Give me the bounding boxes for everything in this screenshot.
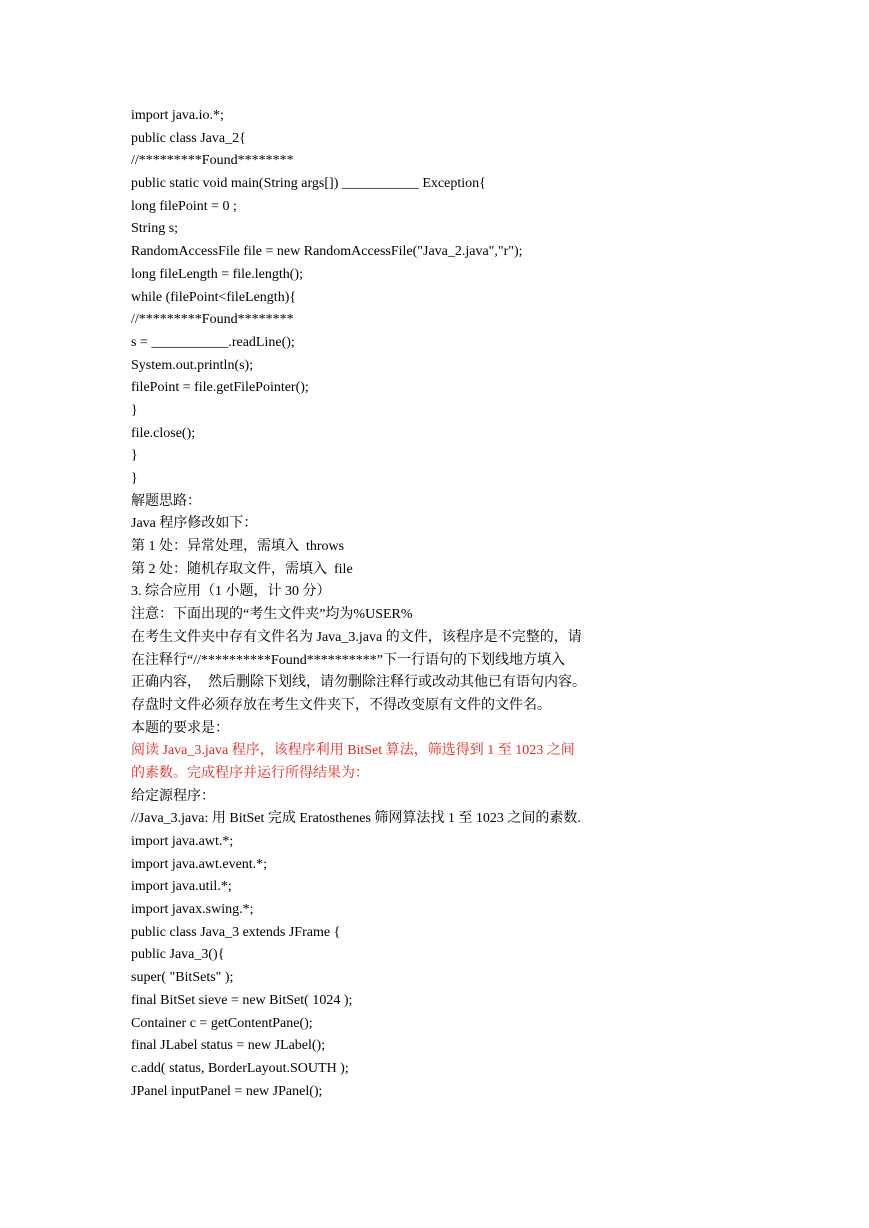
text-line: 存盘时文件必须存放在考生文件夹下，不得改变原有文件的文件名。: [131, 697, 551, 713]
text-line: 第 2 处：随机存取文件，需填入 file: [131, 561, 353, 577]
text-line: final JLabel status = new JLabel();: [131, 1038, 326, 1054]
text-line: Java 程序修改如下：: [131, 516, 258, 532]
text-line: public static void main(String args[]) ___________ Exception{: [131, 176, 486, 192]
text-line: }: [131, 448, 138, 464]
text-line: 的素数。完成程序并运行所得结果为：: [131, 765, 369, 781]
text-line: }: [131, 402, 138, 418]
text-line: //*********Found********: [131, 312, 294, 328]
text-line: import java.io.*;: [131, 108, 224, 123]
text-line: filePoint = file.getFilePointer();: [131, 380, 309, 396]
text-line: }: [131, 471, 138, 486]
text-line: public class Java_3 extends JFrame {: [131, 924, 341, 940]
text-line: String s;: [131, 221, 179, 237]
text-line: 阅读 Java_3.java 程序，该程序利用 BitSet 算法，筛选得到 1 至 1023 之间: [131, 743, 575, 759]
text-line: 3. 综合应用（1 小题，计 30 分）: [131, 584, 331, 600]
text-line: c.add( status, BorderLayout.SOUTH );: [131, 1060, 349, 1076]
text-line: long filePoint = 0 ;: [131, 198, 237, 214]
text-line: 正确内容， 然后删除下划线，请勿删除注释行或改动其他已有语句内容。: [131, 675, 586, 691]
document-page: [131, 105, 651, 1103]
text-line: System.out.println(s);: [131, 357, 254, 373]
text-line: final BitSet sieve = new BitSet( 1024 );: [131, 992, 353, 1008]
text-line: Container c = getContentPane();: [131, 1015, 313, 1031]
text-line: 在注释行“//**********Found**********”下一行语句的下划线地方填入: [131, 652, 565, 668]
text-line: s = ___________.readLine();: [131, 334, 295, 350]
text-line: 在考生文件夹中存有文件名为 Java_3.java 的文件，该程序是不完整的，请: [131, 629, 582, 645]
text-line: import javax.swing.*;: [131, 902, 254, 918]
text-line: 给定源程序：: [131, 788, 215, 804]
text-line: long fileLength = file.length();: [131, 266, 303, 282]
text-line: 第 1 处：异常处理，需填入 throws: [131, 539, 345, 555]
text-line: 注意：下面出现的“考生文件夹”均为%USER%: [131, 607, 413, 623]
text-line: public Java_3(){: [131, 947, 225, 963]
text-line: import java.awt.event.*;: [131, 856, 268, 872]
text-line: file.close();: [131, 425, 196, 441]
text-line: import java.awt.*;: [131, 834, 234, 849]
text-line: import java.util.*;: [131, 879, 232, 895]
text-line: RandomAccessFile file = new RandomAccessFile("Java_2.java","r");: [131, 244, 523, 260]
text-line: while (filePoint<fileLength){: [131, 289, 297, 305]
text-line: super( "BitSets" );: [131, 970, 234, 986]
text-line: 解题思路：: [131, 493, 201, 509]
text-line: 本题的要求是：: [131, 720, 229, 736]
text-line: //*********Found********: [131, 153, 294, 169]
text-line: //Java_3.java: 用 BitSet 完成 Eratosthenes 筛网算法找 1 至 1023 之间的素数.: [131, 811, 581, 827]
text-line: JPanel inputPanel = new JPanel();: [131, 1083, 323, 1099]
text-line: public class Java_2{: [131, 130, 246, 146]
